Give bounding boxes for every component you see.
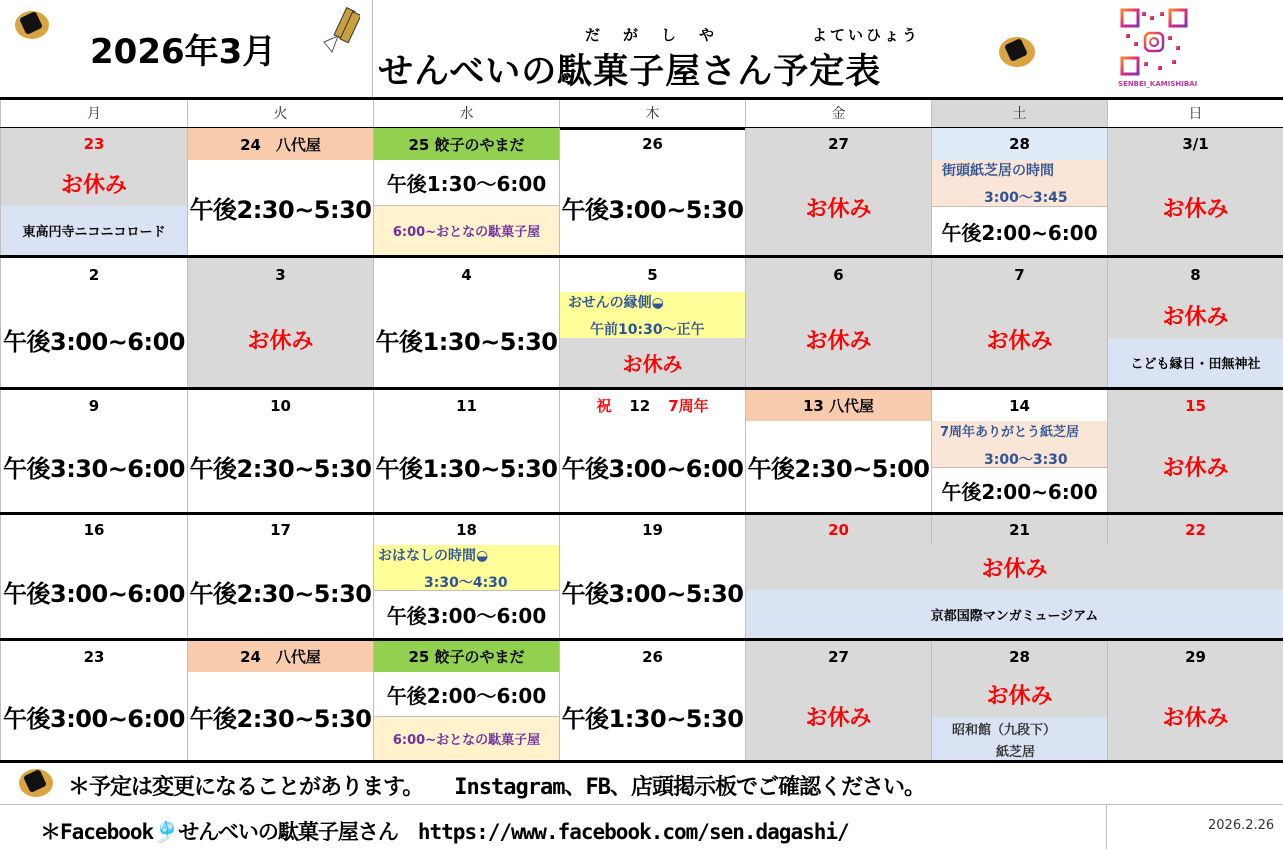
week-row-5: [0, 641, 1283, 760]
closed-label: お休み: [1107, 160, 1283, 255]
weekday-mon: 月: [0, 98, 187, 128]
weekday-sun: 日: [1107, 98, 1283, 128]
event-box: [931, 160, 1107, 206]
closed-label: お休み: [1107, 421, 1283, 512]
hours-label: 午後1:30~5:30: [373, 421, 559, 512]
event-note: 6:00~おとなの駄菓子屋: [373, 717, 559, 760]
event-title: おはなしの時間◒: [378, 548, 489, 564]
date-label: 27: [745, 641, 931, 672]
hours-label: 午後1:30～6:00: [373, 160, 559, 206]
hours-label: 午後3:00~6:00: [559, 421, 745, 512]
date-label: 11: [373, 390, 559, 421]
event-note-line2: 紙芝居: [996, 745, 1036, 760]
senbei-icon: [14, 10, 50, 40]
header-month: 2026年3月: [90, 32, 277, 72]
date-label: 16: [0, 515, 187, 545]
event-note: こども縁日・田無神社: [1107, 338, 1283, 387]
weekday-wed: 水: [373, 98, 559, 128]
page-title: せんべいの駄菓子屋さん予定表: [378, 52, 882, 92]
week-row-4: [0, 515, 1283, 638]
date-label: 22: [1107, 515, 1283, 545]
event-title: 街頭紙芝居の時間: [942, 163, 1054, 179]
date-label: 26: [559, 641, 745, 672]
date-label: 26: [559, 128, 745, 160]
anniversary-label: 7周年: [668, 397, 709, 415]
date-label: 27: [745, 128, 931, 160]
date-label: 24 八代屋: [187, 128, 373, 160]
hours-label: 午後3:00~5:30: [559, 160, 745, 255]
week-row-2: [0, 258, 1283, 387]
date-label: 25 餃子のやまだ: [373, 641, 559, 672]
hours-label: 午後2:30~5:30: [187, 672, 373, 760]
hours-label: 午後3:30~6:00: [0, 421, 187, 512]
date-label: 2: [0, 258, 187, 292]
date-label: 24 八代屋: [187, 641, 373, 672]
hyoshigi-icon: [318, 6, 360, 56]
date-label: 20: [745, 515, 931, 545]
date-label: 13 八代屋: [745, 390, 931, 421]
senbei-icon-footer: [18, 768, 54, 798]
date-label: 8: [1107, 258, 1283, 292]
weekday-fri: 金: [745, 98, 931, 128]
date-label: 21: [931, 515, 1107, 545]
hours-label: 午後2:30~5:00: [745, 421, 931, 512]
date-label: 23: [0, 128, 187, 160]
week-row-3: [0, 390, 1283, 512]
weekday-row: [0, 98, 1283, 128]
qr-caption: SENBEI_KAMISHIBAI: [1118, 80, 1198, 88]
hours-label: 午後3:00~6:00: [0, 292, 187, 387]
issue-date: 2026.2.26: [1208, 818, 1275, 833]
event-note-line1: 昭和館（九段下）: [952, 723, 1057, 738]
date-label: 14: [931, 390, 1107, 421]
event-box: [931, 421, 1107, 467]
footer-notice: ＊予定は変更になることがあります。 Instagram、FB、店頭掲示板でご確認ください。: [68, 775, 925, 800]
event-box: [373, 545, 559, 590]
closed-label: お休み: [931, 672, 1107, 717]
closed-label: お休み: [0, 160, 187, 206]
event-time: 3:00～3:45: [984, 190, 1068, 206]
weekday-tue: 火: [187, 98, 373, 128]
date-label: 25 餃子のやまだ: [373, 128, 559, 160]
week-row-1: [0, 128, 1283, 255]
date-label: [559, 390, 745, 421]
ruby-yoteihyou: よていひょう: [812, 26, 921, 44]
event-time: 3:30～4:30: [424, 575, 508, 591]
closed-label: お休み: [1107, 292, 1283, 338]
date-label: 7: [931, 258, 1107, 292]
closed-label: お休み: [745, 160, 931, 255]
event-note: 東高円寺ニコニコロード: [0, 206, 187, 255]
date-label: 23: [0, 641, 187, 672]
closed-label: お休み: [187, 292, 373, 387]
date-label: 3/1: [1107, 128, 1283, 160]
ruby-dagashiya: だ が し や: [585, 26, 719, 44]
hours-label: 午後2:00~6:00: [931, 206, 1107, 255]
date-number: 12: [629, 396, 651, 415]
event-title: 7周年ありがとう紙芝居: [940, 425, 1080, 440]
date-label: 9: [0, 390, 187, 421]
hours-label: 午後3:00～6:00: [373, 590, 559, 638]
hours-label: 午後2:30~5:30: [187, 545, 373, 638]
hours-label: 午後2:00~6:00: [931, 467, 1107, 512]
closed-label: お休み: [559, 338, 745, 387]
footer-divider-v: [1106, 804, 1107, 849]
closed-label: お休み: [745, 672, 931, 760]
weekday-thu: 木: [559, 98, 745, 128]
date-label: 5: [559, 258, 745, 292]
event-note: 京都国際マンガミュージアム: [745, 590, 1283, 638]
hours-label: 午後3:00~6:00: [0, 672, 187, 760]
date-label: 10: [187, 390, 373, 421]
event-title: おせんの縁側◒: [568, 295, 664, 311]
closed-label: お休み: [1107, 672, 1283, 760]
event-box: [931, 717, 1107, 760]
header-divider: [372, 0, 373, 98]
date-label: 17: [187, 515, 373, 545]
hours-label: 午後3:00~6:00: [0, 545, 187, 638]
date-label: 28: [931, 128, 1107, 160]
hours-label: 午後1:30~5:30: [559, 672, 745, 760]
closed-label: お休み: [745, 292, 931, 387]
date-label: 28: [931, 641, 1107, 672]
footer-divider: [0, 804, 1283, 805]
event-note: 6:00~おとなの駄菓子屋: [373, 206, 559, 255]
hours-label: 午後3:00~5:30: [559, 545, 745, 638]
date-label: 4: [373, 258, 559, 292]
hours-label: 午後2:30~5:30: [187, 421, 373, 512]
closed-label: お休み: [931, 292, 1107, 387]
senbei-icon-right: [998, 36, 1036, 68]
event-box: [559, 292, 745, 338]
event-time: 3:00～3:30: [984, 452, 1068, 468]
date-label: 15: [1107, 390, 1283, 421]
instagram-qr[interactable]: [1120, 8, 1188, 76]
hours-label: 午後2:30~5:30: [187, 160, 373, 255]
date-label: 18: [373, 515, 559, 545]
hours-label: 午後1:30~5:30: [373, 292, 559, 387]
facebook-link[interactable]: ＊Facebook🎐せんべいの駄菓子屋さん https://www.facebook.com/sen.dagashi/: [40, 820, 849, 844]
closed-label: お休み: [745, 545, 1283, 590]
date-label: 19: [559, 515, 745, 545]
event-time: 午前10:30～正午: [590, 322, 705, 338]
hours-label: 午後2:00～6:00: [373, 672, 559, 717]
weekday-sat: 土: [931, 98, 1107, 128]
date-label: 3: [187, 258, 373, 292]
date-label: 29: [1107, 641, 1283, 672]
date-label: 6: [745, 258, 931, 292]
holiday-mark: 祝: [596, 397, 612, 415]
